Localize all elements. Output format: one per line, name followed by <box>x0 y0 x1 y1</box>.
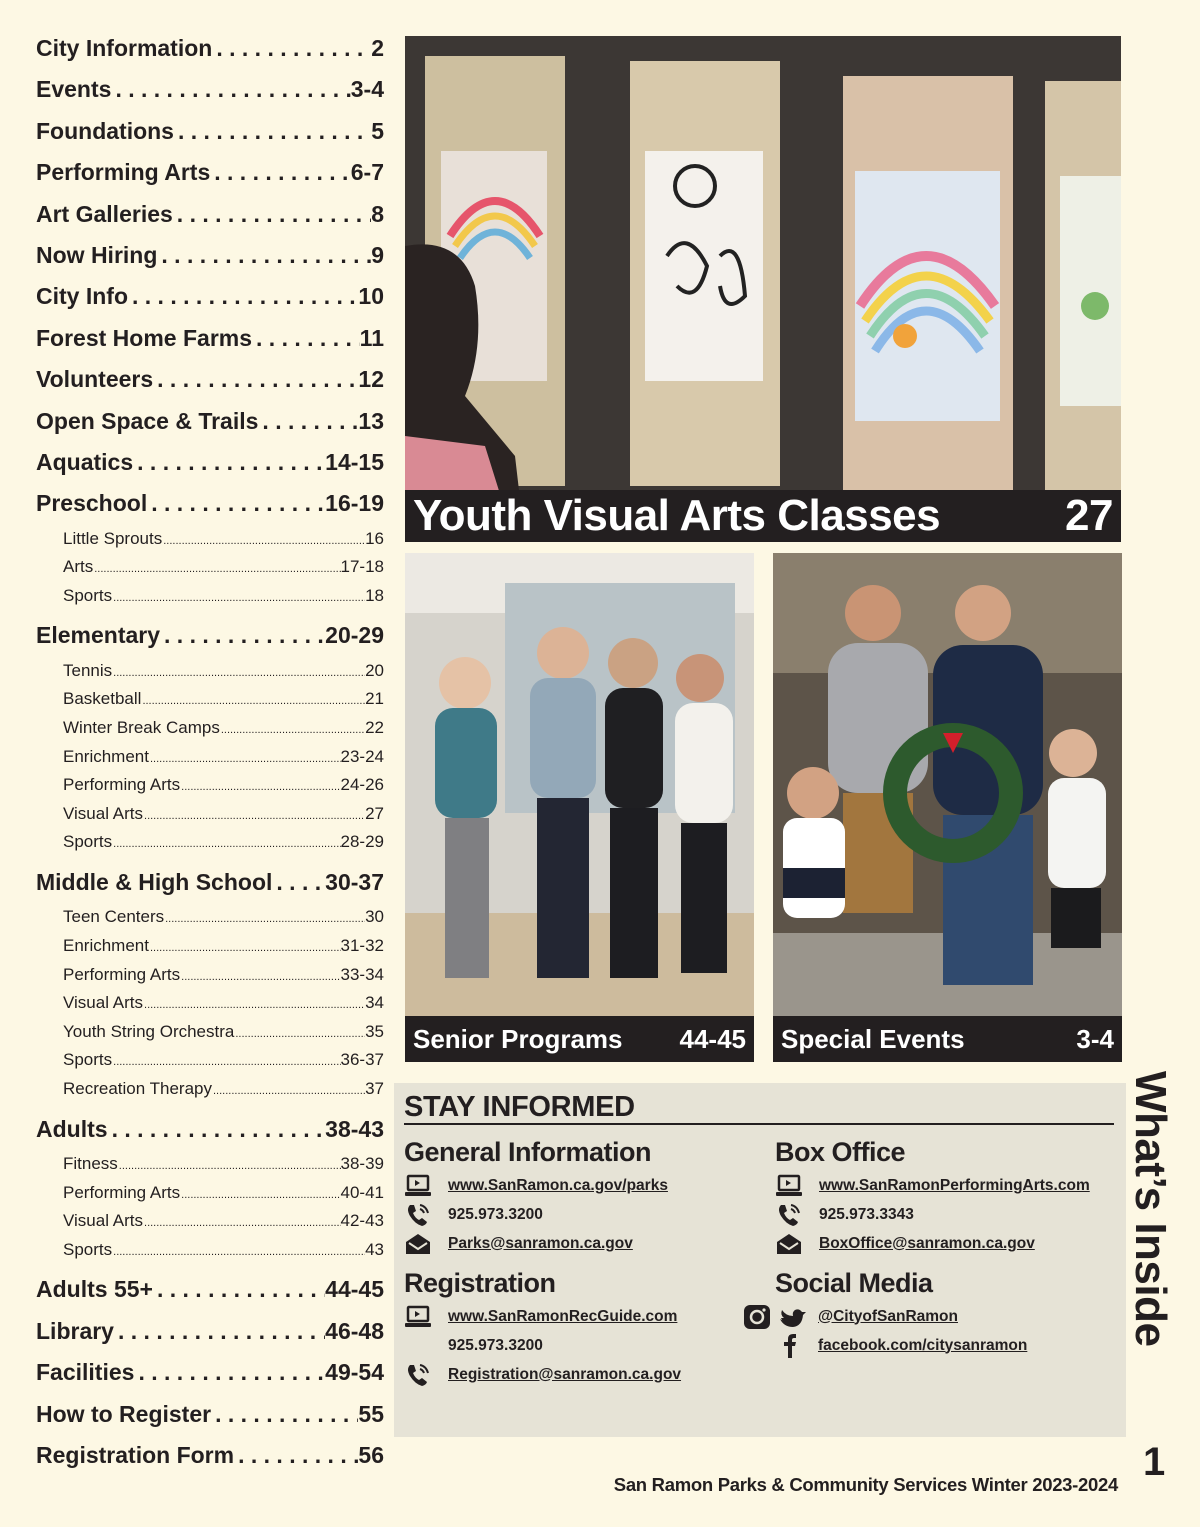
toc-section[interactable] <box>36 111 384 152</box>
toc-leader-dots <box>141 687 365 714</box>
toc-section[interactable] <box>36 1109 384 1150</box>
toc-title: Open Space & Trails <box>36 407 259 434</box>
toc-page: 16-19 <box>325 490 384 517</box>
senior-caption <box>405 1016 754 1062</box>
toc-title: Basketball <box>63 689 142 709</box>
toc-leader-dots <box>212 1077 365 1104</box>
toc-page: 21 <box>365 689 384 709</box>
toc-subsection[interactable] <box>36 903 384 932</box>
stay-informed-rule <box>404 1123 1114 1125</box>
toc-section[interactable] <box>36 1352 384 1393</box>
toc-page: 2 <box>371 35 384 61</box>
toc-page: 8 <box>371 200 384 227</box>
general-information-section <box>404 1135 668 1258</box>
toc-subsection[interactable] <box>36 1179 384 1208</box>
toc-title: Sports <box>63 1239 113 1259</box>
toc-section[interactable] <box>36 276 384 317</box>
instagram-icon <box>742 1303 772 1331</box>
toc-page: 56 <box>358 1441 384 1468</box>
toc-page: 30-37 <box>325 869 384 896</box>
toc-title: Middle & High School <box>36 869 273 896</box>
special-page: 3-4 <box>1076 1023 1114 1054</box>
registration-email-row <box>404 1360 681 1389</box>
toc-title: Little Sprouts <box>63 528 163 548</box>
toc-title: Winter Break Camps <box>63 718 220 738</box>
phone-icon <box>404 1202 436 1228</box>
toc-page: 38-43 <box>325 1115 384 1142</box>
senior-group-illustration <box>405 553 754 1062</box>
toc-subsection[interactable] <box>36 932 384 961</box>
toc-subsection[interactable] <box>36 1236 384 1265</box>
toc-leader-dots <box>112 830 340 857</box>
toc-section[interactable] <box>36 862 384 903</box>
toc-page: 22 <box>365 718 384 738</box>
toc-page: 34 <box>365 993 384 1013</box>
special-caption <box>773 1016 1122 1062</box>
box-office-phone: 925.973.3343 <box>819 1205 914 1223</box>
social-twitter-row <box>742 1302 1027 1331</box>
toc-title: Elementary <box>36 622 161 649</box>
toc-title: Enrichment <box>63 936 149 955</box>
toc-page: 36-37 <box>340 1050 384 1070</box>
stay-informed-panel <box>394 1083 1126 1437</box>
toc-title: Events <box>36 76 112 103</box>
toc-title: Aquatics <box>36 448 134 475</box>
toc-title: City Information <box>36 35 213 61</box>
toc-page: 23-24 <box>340 746 384 766</box>
toc-leader-dots <box>157 235 371 276</box>
toc-title: Performing Arts <box>63 775 181 795</box>
toc-page: 30 <box>365 907 384 927</box>
box-office-phone-row <box>775 1200 1090 1229</box>
toc-page: 5 <box>371 117 384 144</box>
toc-title: Now Hiring <box>36 241 158 268</box>
toc-leader-dots <box>128 276 358 317</box>
youth-visual-arts-photo <box>405 36 1121 542</box>
general-phone: 925.973.3200 <box>448 1205 543 1223</box>
toc-page: 14-15 <box>325 448 384 475</box>
senior-page: 44-45 <box>679 1023 746 1054</box>
toc-subsection[interactable] <box>36 714 384 743</box>
toc-title: Youth String Orchestra <box>63 1021 235 1041</box>
toc-leader-dots <box>234 1435 358 1476</box>
toc-title: Performing Arts <box>63 1182 181 1202</box>
toc-title: Adults <box>36 1115 108 1142</box>
toc-page: 20 <box>365 660 384 680</box>
envelope-icon <box>775 1231 807 1257</box>
toc-leader-dots <box>149 934 341 961</box>
toc-page: 33-34 <box>340 964 384 984</box>
toc-leader-dots <box>112 1238 365 1265</box>
toc-title: Sports <box>63 1050 113 1070</box>
toc-subsection[interactable] <box>36 828 384 857</box>
toc-section[interactable] <box>36 442 384 483</box>
toc-page: 11 <box>359 324 384 351</box>
toc-title: Teen Centers <box>63 907 165 927</box>
toc-page: 43 <box>365 1239 384 1259</box>
toc-subsection[interactable] <box>36 1046 384 1075</box>
toc-leader-dots <box>160 615 325 656</box>
registration-phone: 925.973.3200 <box>448 1336 543 1354</box>
box-office-email-row <box>775 1229 1090 1258</box>
registration-heading: Registration <box>404 1268 556 1298</box>
toc-page: 49-54 <box>325 1359 384 1386</box>
toc-title: Preschool <box>36 490 148 517</box>
general-phone-row <box>404 1200 668 1229</box>
toc-section[interactable] <box>36 1311 384 1352</box>
toc-leader-dots <box>134 1352 325 1393</box>
toc-subsection[interactable] <box>36 1075 384 1104</box>
toc-subsection[interactable] <box>36 989 384 1018</box>
toc-title: Adults 55+ <box>36 1276 153 1303</box>
toc-title: Performing Arts <box>36 159 211 186</box>
toc-leader-dots <box>210 152 351 193</box>
toc-subsection[interactable] <box>36 771 384 800</box>
general-web-link[interactable]: www.SanRamon.ca.gov/parks <box>448 1176 668 1194</box>
whats-inside-side-title <box>1120 1071 1180 1371</box>
toc-section[interactable] <box>36 401 384 442</box>
toc-title: Performing Arts <box>63 964 181 984</box>
toc-leader-dots <box>234 1020 365 1047</box>
social-facebook-row <box>742 1331 1027 1360</box>
toc-title: How to Register <box>36 1400 212 1427</box>
toc-section[interactable] <box>36 69 384 110</box>
toc-subsection[interactable] <box>36 657 384 686</box>
toc-leader-dots <box>112 659 365 686</box>
toc-section[interactable] <box>36 1435 384 1476</box>
toc-leader-dots <box>143 1209 341 1236</box>
toc-title: Sports <box>63 832 113 852</box>
phone-icon <box>404 1362 436 1388</box>
toc-leader-dots <box>114 1311 325 1352</box>
facebook-icon <box>776 1332 806 1360</box>
toc-subsection[interactable] <box>36 525 384 554</box>
toc-title: Facilities <box>36 1359 135 1386</box>
toc-leader-dots <box>180 963 340 990</box>
toc-page: 16 <box>365 528 384 548</box>
toc-title: Recreation Therapy <box>63 1078 212 1098</box>
general-web-row <box>404 1171 668 1200</box>
toc-subsection[interactable] <box>36 800 384 829</box>
toc-title: City Info <box>36 283 128 310</box>
toc-leader-dots <box>180 1181 340 1208</box>
toc-leader-dots <box>112 1048 340 1075</box>
general-email-row <box>404 1229 668 1258</box>
toc-page: 46-48 <box>325 1317 384 1344</box>
registration-email-link[interactable]: Registration@sanramon.ca.gov <box>448 1365 682 1383</box>
social-media-section <box>742 1266 1027 1360</box>
page-number: 1 <box>1143 1440 1166 1484</box>
toc-page: 27 <box>365 803 384 823</box>
social-media-heading: Social Media <box>775 1268 933 1298</box>
toc-leader-dots <box>111 69 350 110</box>
toc-page: 40-41 <box>340 1182 384 1202</box>
toc-section[interactable] <box>36 359 384 400</box>
toc-page: 31-32 <box>340 936 384 955</box>
laptop-icon <box>404 1173 436 1199</box>
toc-page: 18 <box>365 585 384 605</box>
toc-section[interactable] <box>36 615 384 656</box>
toc-leader-dots <box>174 111 371 152</box>
registration-web-row <box>404 1302 681 1331</box>
toc-subsection[interactable] <box>36 1150 384 1179</box>
toc-section[interactable] <box>36 152 384 193</box>
toc-leader-dots <box>153 359 358 400</box>
toc-leader-dots <box>258 401 358 442</box>
toc-page: 10 <box>358 283 384 310</box>
hero-title: Youth Visual Arts Classes <box>413 491 941 540</box>
social-twitter-link[interactable]: @CityofSanRamon <box>818 1307 958 1325</box>
toc-subsection[interactable] <box>36 685 384 714</box>
toc-title: Enrichment <box>63 746 149 766</box>
toc-leader-dots <box>272 862 325 903</box>
toc-section[interactable] <box>36 483 384 524</box>
toc-page: 3-4 <box>350 76 384 103</box>
toc-leader-dots <box>118 1152 341 1179</box>
registration-section <box>404 1266 681 1389</box>
toc-page: 44-45 <box>325 1276 384 1303</box>
toc-title: Fitness <box>63 1153 118 1173</box>
stay-informed-title: STAY INFORMED <box>404 1091 635 1123</box>
box-office-web-row <box>775 1171 1090 1200</box>
toc-leader-dots <box>149 745 341 772</box>
toc-page: 37 <box>365 1078 384 1098</box>
toc-title: Foundations <box>36 117 174 144</box>
family-wreath-illustration <box>773 553 1122 1062</box>
toc-page: 9 <box>371 241 384 268</box>
toc-title: Volunteers <box>36 366 154 393</box>
general-information-heading: General Information <box>404 1137 652 1167</box>
senior-title: Senior Programs <box>413 1023 623 1054</box>
phone-icon <box>775 1202 807 1228</box>
hero-caption <box>405 490 1121 542</box>
toc-subsection[interactable] <box>36 1018 384 1047</box>
laptop-icon <box>404 1304 436 1330</box>
toc-leader-dots <box>143 991 365 1018</box>
laptop-icon <box>775 1173 807 1199</box>
toc-leader-dots <box>153 1269 325 1310</box>
toc-page: 17-18 <box>340 557 384 577</box>
toc-section[interactable] <box>36 1269 384 1310</box>
toc-leader-dots <box>112 584 365 611</box>
twitter-bird-icon <box>776 1303 806 1331</box>
toc-leader-dots <box>147 483 325 524</box>
toc-leader-dots <box>252 318 360 359</box>
toc-leader-dots <box>220 716 365 743</box>
envelope-icon <box>404 1231 436 1257</box>
toc-page: 6-7 <box>350 159 384 186</box>
toc-leader-dots <box>93 555 340 582</box>
toc-title: Visual Arts <box>63 1211 144 1231</box>
toc-subsection[interactable] <box>36 582 384 611</box>
toc-title: Arts <box>63 557 94 577</box>
toc-page: 38-39 <box>340 1153 384 1173</box>
toc-section[interactable] <box>36 1394 384 1435</box>
youth-art-scrolls-illustration <box>405 36 1121 542</box>
toc-section[interactable] <box>36 28 384 69</box>
footer-text: San Ramon Parks & Community Services Winter 2023-2024 <box>613 1474 1118 1495</box>
toc-section[interactable] <box>36 235 384 276</box>
toc-subsection[interactable] <box>36 961 384 990</box>
toc-title: Forest Home Farms <box>36 324 253 351</box>
special-title: Special Events <box>781 1023 965 1054</box>
box-office-email-link[interactable]: BoxOffice@sanramon.ca.gov <box>819 1234 1035 1252</box>
senior-programs-photo <box>405 553 754 1062</box>
toc-leader-dots <box>108 1109 326 1150</box>
toc-page: 28-29 <box>340 832 384 852</box>
toc-leader-dots <box>173 194 371 235</box>
toc-leader-dots <box>212 28 371 69</box>
toc-leader-dots <box>162 527 365 554</box>
registration-phone-row <box>404 1331 681 1360</box>
general-email-link[interactable]: Parks@sanramon.ca.gov <box>448 1234 633 1252</box>
toc-title: Visual Arts <box>63 993 144 1013</box>
toc-title: Sports <box>63 585 113 605</box>
toc-title: Tennis <box>63 660 113 680</box>
social-facebook-link[interactable]: facebook.com/citysanramon <box>818 1336 1028 1354</box>
box-office-web-link[interactable]: www.SanRamonPerformingArts.com <box>819 1176 1090 1194</box>
toc-section[interactable] <box>36 318 384 359</box>
toc-subsection[interactable] <box>36 743 384 772</box>
box-office-heading: Box Office <box>775 1137 906 1167</box>
whats-inside-text: What’s Inside <box>1126 1071 1175 1347</box>
toc-page: 20-29 <box>325 622 384 649</box>
box-office-section <box>775 1135 1090 1258</box>
toc-section[interactable] <box>36 194 384 235</box>
toc-page: 12 <box>358 366 384 393</box>
toc-page: 35 <box>365 1021 384 1041</box>
toc-title: Registration Form <box>36 1441 235 1468</box>
toc-page: 13 <box>358 407 384 434</box>
table-of-contents <box>36 28 384 1476</box>
toc-leader-dots <box>133 442 325 483</box>
toc-leader-dots <box>143 802 365 829</box>
toc-leader-dots <box>180 773 340 800</box>
toc-leader-dots <box>211 1394 358 1435</box>
toc-subsection[interactable] <box>36 553 384 582</box>
hero-page: 27 <box>1065 491 1113 540</box>
registration-web-link[interactable]: www.SanRamonRecGuide.com <box>448 1307 678 1325</box>
toc-page: 24-26 <box>340 775 384 795</box>
toc-page: 42-43 <box>340 1211 384 1231</box>
toc-page: 55 <box>358 1400 384 1427</box>
toc-leader-dots <box>164 905 365 932</box>
toc-subsection[interactable] <box>36 1207 384 1236</box>
toc-title: Visual Arts <box>63 803 144 823</box>
special-events-photo <box>773 553 1122 1062</box>
toc-title: Library <box>36 1317 114 1344</box>
toc-title: Art Galleries <box>36 200 173 227</box>
